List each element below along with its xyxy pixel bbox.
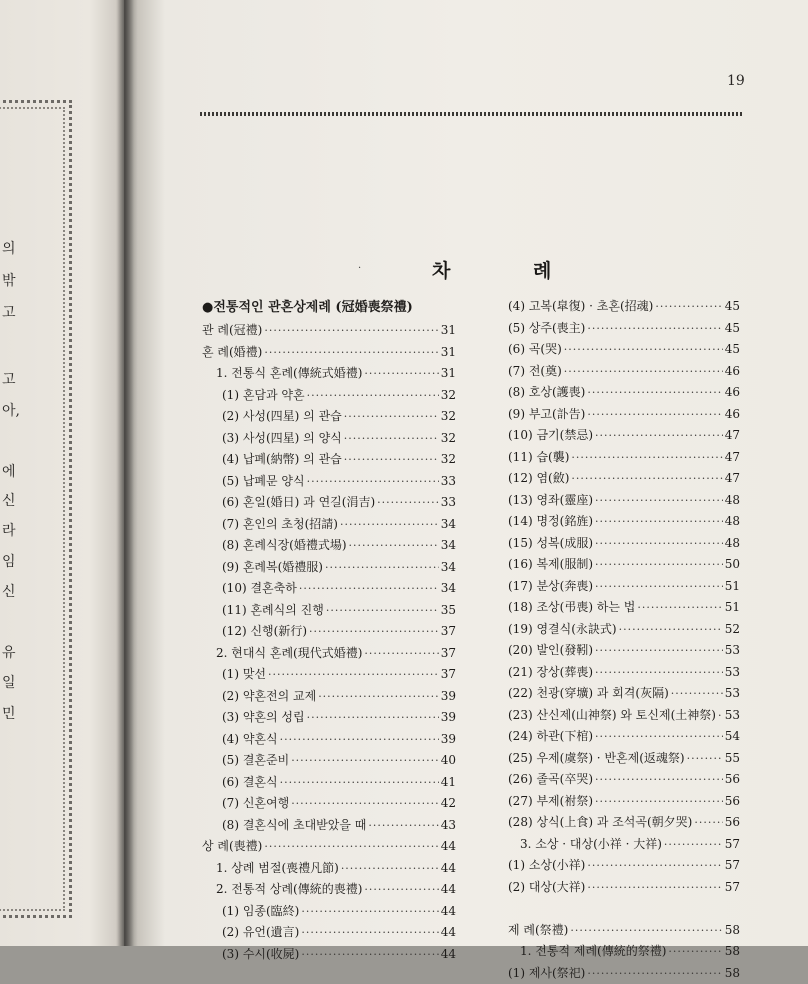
toc-page-number: 42 [441,793,456,815]
toc-page-number: 41 [441,772,456,794]
ink-dot: · [358,263,361,274]
toc-leader-dots [307,707,439,729]
toc-page-number: 44 [441,901,456,923]
toc-page-number: 43 [441,815,456,837]
toc-page-number: 35 [441,600,456,622]
toc-page-number: 56 [725,791,740,813]
toc-subsection-entry [508,662,740,684]
toc-entry-title: (21) 장상(葬喪) [508,662,593,684]
toc-leader-dots [280,729,439,751]
toc-page-number: 44 [441,944,456,966]
toc-subsection-entry [202,385,456,407]
toc-subsection-entry [508,791,740,813]
left-page-fragment: 신 [2,490,26,510]
toc-entry-title: 상 례(喪禮) [202,836,262,858]
toc-leader-dots [299,578,439,600]
toc-leader-dots [291,750,439,772]
toc-entry-title: (8) 호상(護喪) [508,382,585,404]
toc-page-number: 34 [441,514,456,536]
toc-subsection-entry [508,877,740,899]
toc-entry-title: (8) 혼례식장(婚禮式場) [222,535,347,557]
toc-page-number: 53 [725,640,740,662]
toc-page-number: 32 [441,449,456,471]
toc-subsection-entry [508,382,740,404]
toc-page-number: 46 [725,361,740,383]
toc-subsection-entry [508,296,740,318]
toc-page-number: 47 [725,447,740,469]
toc-page-number: 48 [725,533,740,555]
toc-entry-title: (7) 전(奠) [508,361,562,383]
toc-leader-dots [349,535,439,557]
toc-section-entry [508,834,740,856]
toc-subsection-entry [508,597,740,619]
toc-subsection-entry [202,492,456,514]
toc-entry-title: (12) 염(斂) [508,468,569,490]
toc-entry-title: (27) 부제(祔祭) [508,791,593,813]
toc-section-entry [202,858,456,880]
left-page-fragment: 라 [2,520,26,540]
toc-entry-title: (18) 조상(弔喪) 하는 법 [508,597,635,619]
left-page-fragment: 민 [2,703,26,723]
toc-leader-dots [637,597,722,619]
toc-leader-dots [344,449,439,471]
toc-spacer [508,898,740,920]
toc-entry-title: (4) 고복(皐復) · 초혼(招魂) [508,296,653,318]
header-dotted-rule [200,112,742,116]
toc-leader-dots [326,600,439,622]
toc-leader-dots [364,643,438,665]
toc-entry-title: (7) 신혼여행 [222,793,289,815]
toc-subsection-entry [508,361,740,383]
toc-subsection-entry [508,683,740,705]
toc-subsection-entry [202,686,456,708]
toc-subsection-entry [508,511,740,533]
toc-section-entry [202,363,456,385]
toc-page-number: 47 [725,468,740,490]
toc-entry-title: (8) 결혼식에 초대받았을 때 [222,815,366,837]
toc-leader-dots [301,901,438,923]
toc-subsection-entry [508,705,740,727]
toc-subsection-entry [202,772,456,794]
toc-entry-title: (19) 영결식(永訣式) [508,619,617,641]
toc-leader-dots [587,404,722,426]
toc-entry-title: (14) 명정(銘旌) [508,511,593,533]
toc-entry-title: 1. 전통식 혼례(傳統式婚禮) [216,363,362,385]
toc-section-entry [202,879,456,901]
toc-page-number: 39 [441,707,456,729]
toc-leader-dots [344,428,439,450]
toc-leader-dots [264,836,438,858]
toc-page-number: 50 [725,554,740,576]
toc-subsection-entry [202,471,456,493]
toc-entry-title: (4) 약혼식 [222,729,278,751]
toc-leader-dots [595,554,723,576]
toc-page-number: 31 [441,342,456,364]
toc-subsection-entry [508,425,740,447]
left-page [0,0,128,946]
toc-entry-title: (20) 발인(發靷) [508,640,593,662]
toc-leader-dots [587,963,722,984]
toc-entry-title: (2) 대상(大祥) [508,877,585,899]
toc-leader-dots [364,363,438,385]
toc-subsection-entry [508,748,740,770]
toc-entry-title: (6) 혼일(婚日) 과 연길(涓吉) [222,492,375,514]
toc-subsection-entry [202,922,456,944]
page-number: 19 [727,73,745,89]
toc-subsection-entry [202,406,456,428]
toc-page-number: 48 [725,511,740,533]
toc-entry-title: (1) 맞선 [222,664,266,686]
toc-subsection-entry [202,621,456,643]
left-page-fragment: 의 [2,238,26,258]
toc-page-number: 57 [725,834,740,856]
toc-leader-dots [301,944,438,966]
toc-subsection-entry [508,769,740,791]
toc-leader-dots [587,855,722,877]
toc-right-column [508,296,740,984]
toc-leader-dots [341,858,439,880]
toc-page-number: 44 [441,922,456,944]
toc-page-number: 31 [441,320,456,342]
toc-entry-title: (7) 혼인의 초청(招請) [222,514,338,536]
toc-page-number: 40 [441,750,456,772]
toc-entry-title: 1. 상례 범절(喪禮凡節) [216,858,339,880]
toc-entry-title: (11) 혼례식의 진행 [222,600,324,622]
toc-page-number: 45 [725,339,740,361]
toc-entry-title: 혼 례(婚禮) [202,342,262,364]
toc-subsection-entry [508,963,740,984]
toc-leader-dots [571,468,722,490]
toc-entry-title: (4) 납폐(納幣) 의 관습 [222,449,342,471]
toc-leader-dots [364,879,438,901]
toc-leader-dots [340,514,439,536]
left-page-fragment: 신 [2,581,26,601]
toc-subsection-entry [508,339,740,361]
toc-entry-title: (11) 습(襲) [508,447,569,469]
toc-entry-title: (2) 유언(遺言) [222,922,299,944]
toc-entry-title: (12) 신행(新行) [222,621,307,643]
toc-page-number: 32 [441,428,456,450]
toc-page-number: 52 [725,619,740,641]
toc-subsection-entry [202,901,456,923]
toc-page-number: 57 [725,855,740,877]
toc-entry-title: (17) 분상(奔喪) [508,576,593,598]
toc-subsection-entry [202,664,456,686]
toc-page-number: 55 [725,748,740,770]
toc-subsection-entry [202,750,456,772]
toc-leader-dots [309,621,439,643]
toc-entry-title: 1. 전통적 제례(傳統的祭禮) [520,941,666,963]
toc-subsection-entry [508,576,740,598]
toc-entry-title: (2) 약혼전의 교제 [222,686,316,708]
toc-subsection-entry [508,318,740,340]
toc-subsection-entry [508,726,740,748]
toc-subsection-entry [202,449,456,471]
toc-page-number: 37 [441,643,456,665]
toc-leader-dots [307,385,439,407]
toc-section-entry [508,941,740,963]
toc-leader-dots [595,726,723,748]
toc-leader-dots [687,748,723,770]
toc-page-number: 58 [725,941,740,963]
left-page-fragment: 일 [2,672,26,692]
toc-entry-title: (13) 영좌(靈座) [508,490,593,512]
toc-leader-dots [570,920,722,942]
toc-page-number: 53 [725,662,740,684]
toc-entry-title: 관 례(冠禮) [202,320,262,342]
toc-chapter-entry [202,836,456,858]
toc-leader-dots [595,662,723,684]
toc-leader-dots [587,877,722,899]
toc-leader-dots [291,793,439,815]
toc-page-number: 33 [441,492,456,514]
toc-leader-dots [664,834,723,856]
toc-page-number: 56 [725,812,740,834]
left-page-fragment: 고 [2,302,26,322]
toc-page-number: 44 [441,858,456,880]
toc-entry-title: 제 례(祭禮) [508,920,568,942]
toc-leader-dots [595,576,723,598]
toc-leader-dots [595,425,723,447]
toc-page-number: 39 [441,729,456,751]
toc-entry-title: (3) 수시(收屍) [222,944,299,966]
toc-leader-dots [318,686,439,708]
toc-page-number: 54 [725,726,740,748]
toc-subsection-entry [508,533,740,555]
toc-entry-title: (25) 우제(虞祭) · 반혼제(返魂祭) [508,748,685,770]
toc-page-number: 31 [441,363,456,385]
toc-page-number: 58 [725,920,740,942]
toc-leader-dots [587,318,722,340]
toc-leader-dots [564,339,723,361]
toc-leader-dots [587,382,722,404]
toc-leader-dots [264,320,438,342]
toc-page-number: 37 [441,664,456,686]
toc-subsection-entry [508,554,740,576]
toc-page-number: 46 [725,382,740,404]
toc-subsection-entry [508,490,740,512]
toc-page-number: 44 [441,836,456,858]
toc-entry-title: (1) 임종(臨終) [222,901,299,923]
left-page-fragment: 아, [2,400,26,420]
toc-page-number: 48 [725,490,740,512]
toc-entry-title: (22) 천광(穿壙) 과 회격(灰隔) [508,683,669,705]
toc-page-number: 51 [725,597,740,619]
book-spine-shadow [116,0,134,946]
toc-subsection-entry [202,428,456,450]
toc-subsection-entry [202,535,456,557]
toc-leader-dots [325,557,439,579]
toc-leader-dots [595,511,723,533]
toc-entry-title: (6) 결혼식 [222,772,278,794]
toc-leader-dots [307,471,439,493]
toc-entry-title: (5) 납폐문 양식 [222,471,305,493]
toc-left-column [202,296,456,965]
toc-page-number: 44 [441,879,456,901]
toc-entry-title: (10) 금기(禁忌) [508,425,593,447]
toc-leader-dots [368,815,438,837]
left-page-fragment: 임 [2,551,26,571]
toc-subsection-entry [202,729,456,751]
section-heading: ●전통적인 관혼상제례 (冠婚喪祭禮) [202,296,456,320]
toc-entry-title: (5) 결혼준비 [222,750,289,772]
toc-subsection-entry [202,944,456,966]
toc-page-number: 34 [441,578,456,600]
toc-subsection-entry [202,578,456,600]
toc-entry-title: 2. 전통적 상례(傳統的喪禮) [216,879,362,901]
toc-entry-title: (5) 상주(喪主) [508,318,585,340]
toc-page-number: 34 [441,557,456,579]
toc-section-entry [202,643,456,665]
toc-entry-title: (3) 사성(四星) 의 양식 [222,428,342,450]
toc-entry-title: (1) 제사(祭祀) [508,963,585,984]
toc-entry-title: (9) 부고(訃告) [508,404,585,426]
toc-leader-dots [655,296,722,318]
toc-leader-dots [377,492,439,514]
toc-entry-title: (16) 복제(服制) [508,554,593,576]
toc-subsection-entry [202,600,456,622]
toc-entry-title: (26) 졸곡(卒哭) [508,769,593,791]
toc-page-number: 32 [441,385,456,407]
toc-page-number: 34 [441,535,456,557]
toc-leader-dots [694,812,722,834]
toc-chapter-entry [508,920,740,942]
toc-page-number: 53 [725,705,740,727]
toc-entry-title: (1) 소상(小祥) [508,855,585,877]
left-page-fragment: 에 [2,461,26,481]
toc-page-number: 56 [725,769,740,791]
toc-leader-dots [595,490,723,512]
toc-page-number: 32 [441,406,456,428]
left-page-fragment: 밖 [2,270,26,290]
toc-page-number: 46 [725,404,740,426]
toc-entry-title: (2) 사성(四星) 의 관습 [222,406,342,428]
toc-page-number: 45 [725,318,740,340]
toc-leader-dots [268,664,439,686]
toc-leader-dots [595,640,723,662]
toc-chapter-entry [202,342,456,364]
toc-leader-dots [619,619,723,641]
toc-subsection-entry [508,640,740,662]
toc-subsection-entry [508,447,740,469]
toc-subsection-entry [508,468,740,490]
toc-leader-dots [301,922,438,944]
toc-entry-title: 2. 현대식 혼례(現代式婚禮) [216,643,362,665]
toc-leader-dots [718,705,723,727]
toc-page-number: 57 [725,877,740,899]
toc-page-number: 58 [725,963,740,984]
toc-page-number: 45 [725,296,740,318]
toc-subsection-entry [508,404,740,426]
toc-entry-title: (23) 산신제(山神祭) 와 토신제(土神祭) [508,705,716,727]
toc-entry-title: (3) 약혼의 성립 [222,707,305,729]
toc-subsection-entry [202,514,456,536]
toc-leader-dots [564,361,723,383]
toc-page-number: 47 [725,425,740,447]
toc-entry-title: (15) 성복(成服) [508,533,593,555]
toc-leader-dots [595,533,723,555]
toc-page-number: 37 [441,621,456,643]
toc-entry-title: (28) 상식(上食) 과 조석곡(朝夕哭) [508,812,692,834]
toc-leader-dots [595,791,723,813]
toc-subsection-entry [508,855,740,877]
toc-leader-dots [264,342,438,364]
toc-entry-title: (9) 혼례복(婚禮服) [222,557,323,579]
toc-subsection-entry [508,619,740,641]
toc-subsection-entry [202,557,456,579]
toc-leader-dots [571,447,722,469]
toc-page-number: 33 [441,471,456,493]
left-page-fragment: 유 [2,642,26,662]
toc-leader-dots [668,941,722,963]
toc-leader-dots [595,769,723,791]
left-page-fragment: 고 [2,369,26,389]
toc-leader-dots [671,683,723,705]
toc-entry-title: (10) 결혼축하 [222,578,297,600]
toc-page-number: 39 [441,686,456,708]
toc-entry-title: 3. 소상 · 대상(小祥 · 大祥) [520,834,662,856]
toc-title: 차 례 [432,256,589,283]
toc-leader-dots [280,772,439,794]
toc-entry-title: (24) 하관(下棺) [508,726,593,748]
toc-entry-title: (1) 혼담과 약혼 [222,385,305,407]
toc-chapter-entry [202,320,456,342]
toc-subsection-entry [202,815,456,837]
toc-page-number: 53 [725,683,740,705]
toc-leader-dots [344,406,439,428]
toc-subsection-entry [202,707,456,729]
toc-subsection-entry [202,793,456,815]
toc-page-number: 51 [725,576,740,598]
toc-entry-title: (6) 곡(哭) [508,339,562,361]
toc-subsection-entry [508,812,740,834]
